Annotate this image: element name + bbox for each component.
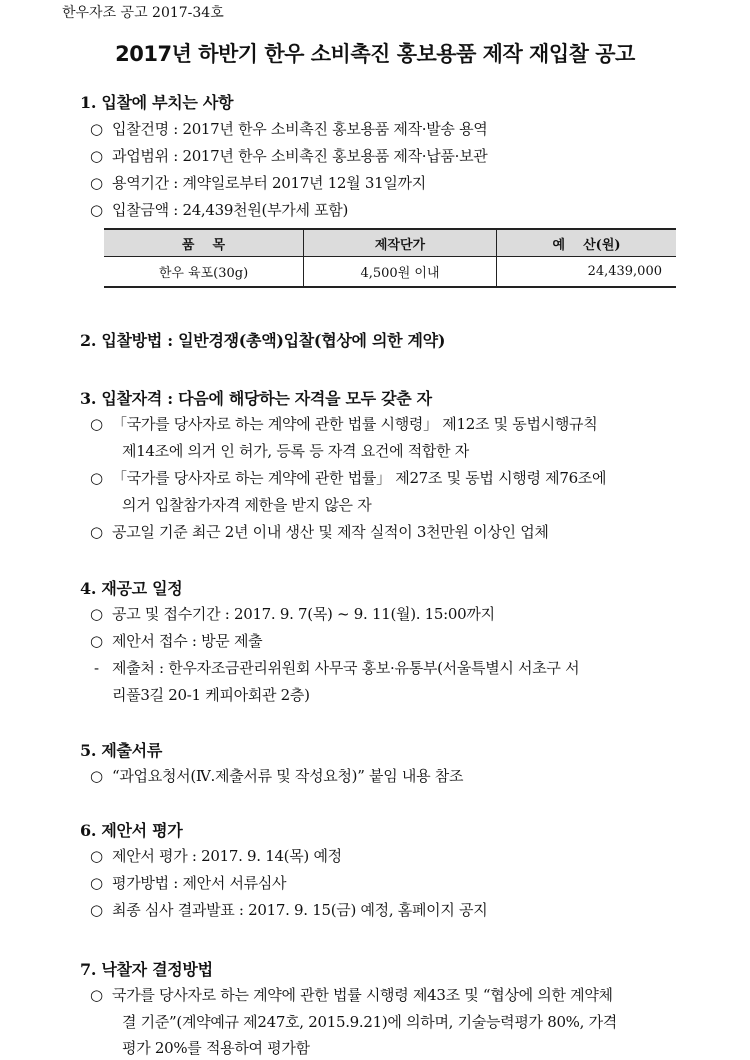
page-title: 2017년 하반기 한우 소비촉진 홍보용품 제작 재입찰 공고 [115, 42, 635, 66]
list-item: ○ 국가를 당사자로 하는 계약에 관한 법률 시행령 제43조 및 “협상에 의한 계약체 [90, 986, 613, 1004]
column-header-budget: 예 산(원) [497, 229, 677, 257]
cell-item: 한우 육포(30g) [104, 257, 304, 288]
bullet-icon: ○ [90, 632, 103, 650]
bullet-icon: ○ [90, 874, 103, 892]
cell-unit-price: 4,500원 이내 [304, 257, 497, 288]
section-heading-4: 4. 재공고 일정 [80, 579, 183, 598]
list-item: ○ 입찰건명 : 2017년 한우 소비촉진 홍보용품 제작·발송 용역 [90, 120, 488, 138]
section-heading-6: 6. 제안서 평가 [80, 821, 183, 840]
bullet-icon: ○ [90, 469, 103, 487]
section-heading-7: 7. 낙찰자 결정방법 [80, 960, 213, 979]
list-item: ○ “과업요청서(Ⅳ.제출서류 및 작성요청)” 붙임 내용 참조 [90, 767, 464, 785]
notice-number: 한우자조 공고 2017-34호 [62, 5, 224, 21]
table-header-row [104, 229, 676, 257]
list-item-continuation: 제14조에 의거 인 허가, 등록 등 자격 요건에 적합한 자 [122, 442, 469, 460]
list-item: ○ 「국가를 당사자로 하는 계약에 관한 법률」 제27조 및 동법 시행령 제76조에 [90, 469, 607, 487]
bullet-icon: ○ [90, 767, 103, 785]
list-item: ○ 공고일 기준 최근 2년 이내 생산 및 제작 실적이 3천만원 이상인 업체 [90, 523, 549, 541]
bullet-icon: ○ [90, 174, 103, 192]
section-heading-2: 2. 입찰방법 : 일반경쟁(총액)입찰(협상에 의한 계약) [80, 331, 446, 350]
bullet-icon: ○ [90, 523, 103, 541]
section-heading-3: 3. 입찰자격 : 다음에 해당하는 자격을 모두 갖춘 자 [80, 389, 432, 408]
list-item-continuation: 결 기준”(계약예규 제247호, 2015.9.21)에 의하며, 기술능력평가 80%, 가격 [122, 1013, 617, 1031]
bullet-icon: ○ [90, 901, 103, 919]
list-item: ○ 「국가를 당사자로 하는 계약에 관한 법률 시행령」 제12조 및 동법시행규칙 [90, 415, 598, 433]
bid-table [104, 228, 676, 288]
list-item: ○ 최종 심사 결과발표 : 2017. 9. 15(금) 예정, 홈페이지 공지 [90, 901, 488, 919]
list-item: ○ 평가방법 : 제안서 서류심사 [90, 874, 287, 892]
bullet-icon: ○ [90, 605, 103, 623]
bullet-icon: ○ [90, 120, 103, 138]
table-row [104, 257, 676, 288]
list-item-continuation: 리풀3길 20-1 케피아회관 2층) [112, 686, 310, 704]
section-heading-1: 1. 입찰에 부치는 사항 [80, 93, 234, 112]
bullet-icon: ○ [90, 847, 103, 865]
list-item-continuation: 평가 20%를 적용하여 평가함 [122, 1039, 310, 1057]
list-item: ○ 공고 및 접수기간 : 2017. 9. 7(목) ~ 9. 11(월). 15:00까지 [90, 605, 495, 623]
bullet-icon: ○ [90, 201, 103, 219]
cell-budget: 24,439,000 [497, 257, 677, 288]
list-item: ○ 입찰금액 : 24,439천원(부가세 포함) [90, 201, 349, 219]
list-item: ○ 제안서 접수 : 방문 제출 [90, 632, 263, 650]
list-item: ○ 제안서 평가 : 2017. 9. 14(목) 예정 [90, 847, 342, 865]
column-header-unit-price: 제작단가 [304, 229, 497, 257]
sub-list-item: - 제출처 : 한우자조금관리위원회 사무국 홍보·유통부(서울특별시 서초구 서 [94, 659, 580, 677]
dash-icon: - [94, 659, 99, 677]
bullet-icon: ○ [90, 415, 103, 433]
bullet-icon: ○ [90, 147, 103, 165]
bullet-icon: ○ [90, 986, 103, 1004]
list-item-continuation: 의거 입찰참가자격 제한을 받지 않은 자 [122, 496, 372, 514]
list-item: ○ 용역기간 : 계약일로부터 2017년 12월 31일까지 [90, 174, 426, 192]
column-header-item: 품 목 [104, 229, 304, 257]
list-item: ○ 과업범위 : 2017년 한우 소비촉진 홍보용품 제작·납품·보관 [90, 147, 488, 165]
section-heading-5: 5. 제출서류 [80, 741, 162, 760]
